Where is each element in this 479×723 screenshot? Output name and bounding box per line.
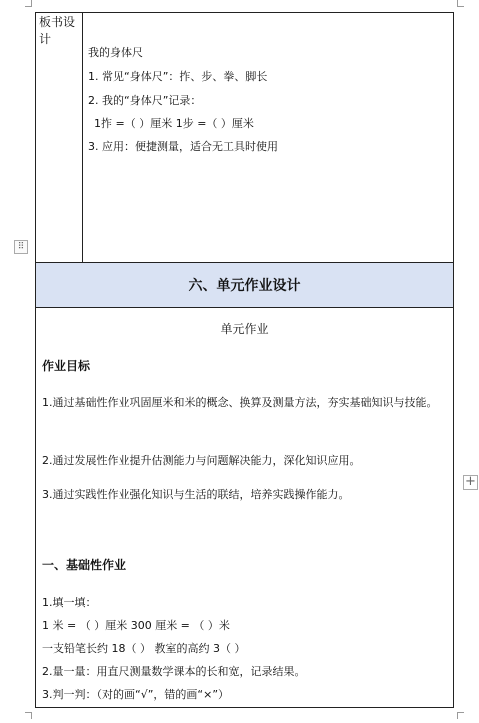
board-line-2: 2. 我的“身体尺”记录：: [88, 94, 202, 107]
page-corner-mark: [457, 0, 464, 7]
board-design-label: 板书设计: [36, 13, 83, 262]
goal-item-3: 3.通过实践性作业强化知识与生活的联结，培养实践操作能力。: [42, 488, 350, 501]
page-corner-mark: [457, 712, 464, 719]
goal-item-1: 1.通过基础性作业巩固厘米和米的概念、换算及测量方法，夯实基础知识与技能。: [42, 396, 438, 409]
board-line-4: 3. 应用：便捷测量，适合无工具时使用: [88, 140, 278, 153]
goal-heading: 作业目标: [42, 359, 91, 373]
question-1b: 一支铅笔长约 18（ ） 教室的高约 3（ ）: [42, 642, 246, 655]
board-line-3: 1拃 =（ ）厘米 1步 =（ ）厘米: [94, 117, 254, 130]
page-corner-mark: [25, 712, 32, 719]
question-2: 2.量一量：用直尺测量数学课本的长和宽，记录结果。: [42, 665, 306, 678]
board-design-content[interactable]: [84, 13, 453, 262]
page-corner-mark: [25, 0, 32, 7]
add-column-button[interactable]: +: [463, 475, 478, 490]
board-line-1: 1. 常见“身体尺”：拃、步、拳、脚长: [88, 70, 268, 83]
board-title: 我的身体尺: [88, 46, 143, 59]
homework-subtitle: 单元作业: [220, 322, 269, 336]
homework-table[interactable]: [35, 308, 454, 708]
question-3: 3.判一判：（对的画“√”，错的画“×”）: [42, 688, 230, 701]
question-1: 1.填一填：: [42, 596, 97, 609]
table-move-handle[interactable]: ⠿: [14, 240, 28, 254]
question-1a: 1 米 = （ ）厘米 300 厘米 = （ ）米: [42, 619, 230, 632]
board-design-table: [35, 12, 454, 262]
goal-item-2: 2.通过发展性作业提升估测能力与问题解决能力，深化知识应用。: [42, 454, 361, 467]
section-heading: 六、单元作业设计: [35, 262, 454, 308]
basic-heading: 一、基础性作业: [42, 558, 127, 572]
